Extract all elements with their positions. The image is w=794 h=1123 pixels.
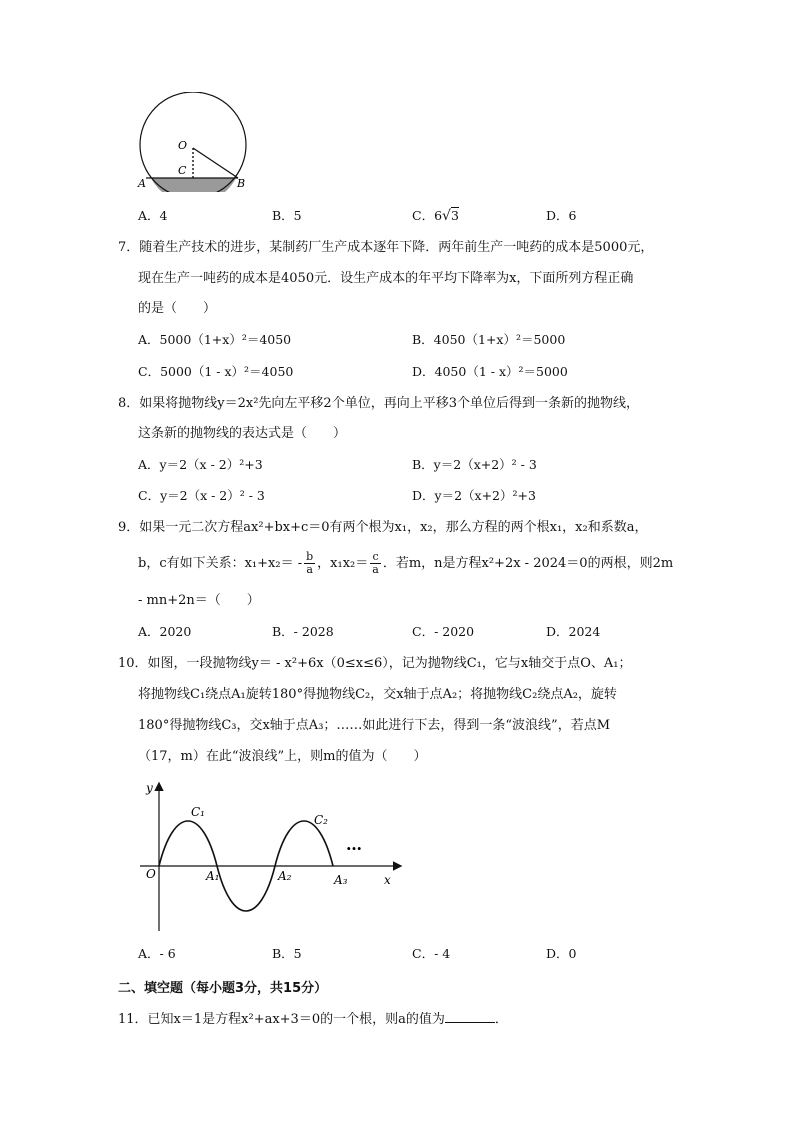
label-o: O (178, 139, 188, 152)
q10-option-c: C．- 4 (412, 946, 451, 961)
q9-line3: - mn+2n＝（ ） (138, 593, 260, 608)
label-y: y (146, 781, 153, 795)
q8-option-b: B．y＝2（x+2）² - 3 (412, 457, 537, 472)
label-ellipsis: … (346, 835, 362, 854)
q9-line2 (138, 551, 673, 577)
label-b: B (237, 177, 246, 190)
sqrt-sign: √ (442, 208, 451, 224)
frac2-numerator: c (370, 551, 381, 564)
q11-text: 11．已知x＝1是方程x²+ax+3＝0的一个根，则a的值为 (118, 1012, 445, 1027)
q6-option-c-radicand: 3 (450, 208, 459, 223)
q7-option-c: C．5000（1 - x）²＝4050 (138, 364, 294, 379)
fraction-b-over-a (304, 551, 315, 576)
q7-option-d: D．4050（1 - x）²＝5000 (412, 364, 568, 379)
q6-option-c (412, 207, 459, 225)
q6-option-c-prefix: C．6 (412, 208, 443, 223)
label-a1: A₁ (206, 869, 220, 883)
label-a2: A₂ (278, 869, 292, 883)
q9-option-d: D．2024 (546, 624, 601, 639)
q10-option-b: B．5 (272, 946, 302, 961)
q11-period: ． (494, 1012, 508, 1027)
q8-line2: 这条新的抛物线的表达式是（ ） (138, 426, 347, 441)
answer-blank (445, 1010, 495, 1023)
fraction-c-over-a (370, 551, 381, 576)
label-c: C (178, 164, 187, 177)
label-c1: C₁ (191, 805, 205, 819)
q6-option-a: A．4 (138, 208, 168, 223)
segment-ob (193, 148, 238, 178)
q7-line3: 的是（ ） (138, 301, 217, 316)
q6-option-b: B．5 (272, 208, 302, 223)
label-a3: A₃ (334, 873, 348, 887)
label-c2: C₂ (314, 813, 328, 827)
section-2-heading: 二、填空题（每小题3分，共15分） (118, 981, 328, 996)
frac1-numerator: b (306, 550, 314, 563)
label-x: x (384, 873, 391, 887)
q6-option-d: D．6 (546, 208, 577, 223)
q11-line (118, 1010, 508, 1029)
q8-option-d: D．y＝2（x+2）²+3 (412, 488, 536, 503)
q8-option-c: C．y＝2（x - 2）² - 3 (138, 488, 265, 503)
q9-line2-part-b: ，x₁x₂＝ (317, 556, 369, 571)
q10-option-d: D．0 (546, 946, 577, 961)
wave-figure (138, 776, 408, 936)
q7-line2: 现在生产一吨药的成本是4050元．设生产成本的年平均下降率为x，下面所列方程正确 (138, 271, 634, 286)
q10-option-a: A．- 6 (138, 946, 176, 961)
q10-line3: 180°得抛物线C₃，交x轴于点A₃；……如此进行下去，得到一条“波浪线”，若点M (138, 718, 611, 733)
q9-option-b: B．- 2028 (272, 624, 334, 639)
q7-option-b: B．4050（1+x）²＝5000 (412, 332, 566, 347)
q7-option-a: A．5000（1+x）²＝4050 (138, 332, 292, 347)
q10-line4: （17，m）在此“波浪线”上，则m的值为（ ） (138, 749, 427, 764)
q9-line1: 9．如果一元二次方程ax²+bx+c＝0有两个根为x₁，x₂，那么方程的两个根x₁，x₂和系数a， (118, 520, 648, 535)
q9-line2-part-a: b，c有如下关系：x₁+x₂＝ - (138, 556, 303, 571)
label-a: A (138, 177, 146, 190)
label-origin: O (146, 867, 156, 881)
frac2-denominator: a (372, 563, 379, 576)
q10-line2: 将抛物线C₁绕点A₁旋转180°得抛物线C₂，交x轴于点A₂；将抛物线C₂绕点A₂，旋转 (138, 687, 617, 702)
q7-line1: 7．随着生产技术的进步，某制药厂生产成本逐年下降．两年前生产一吨药的成本是5000元， (118, 240, 654, 255)
q9-option-a: A．2020 (138, 624, 192, 639)
q9-line2-part-c: ．若m，n是方程x²+2x - 2024＝0的两根，则2m (382, 556, 674, 571)
q10-line1: 10．如图，一段抛物线y＝ - x²+6x（0≤x≤6），记为抛物线C₁，它与x轴交于点O、A₁； (118, 656, 632, 671)
circle-figure (134, 92, 254, 192)
q8-option-a: A．y＝2（x - 2）²+3 (138, 457, 263, 472)
frac1-denominator: a (306, 563, 313, 576)
q8-line1: 8．如果将抛物线y＝2x²先向左平移2个单位，再向上平移3个单位后得到一条新的抛物线， (118, 396, 639, 411)
q9-option-c: C．- 2020 (412, 624, 475, 639)
